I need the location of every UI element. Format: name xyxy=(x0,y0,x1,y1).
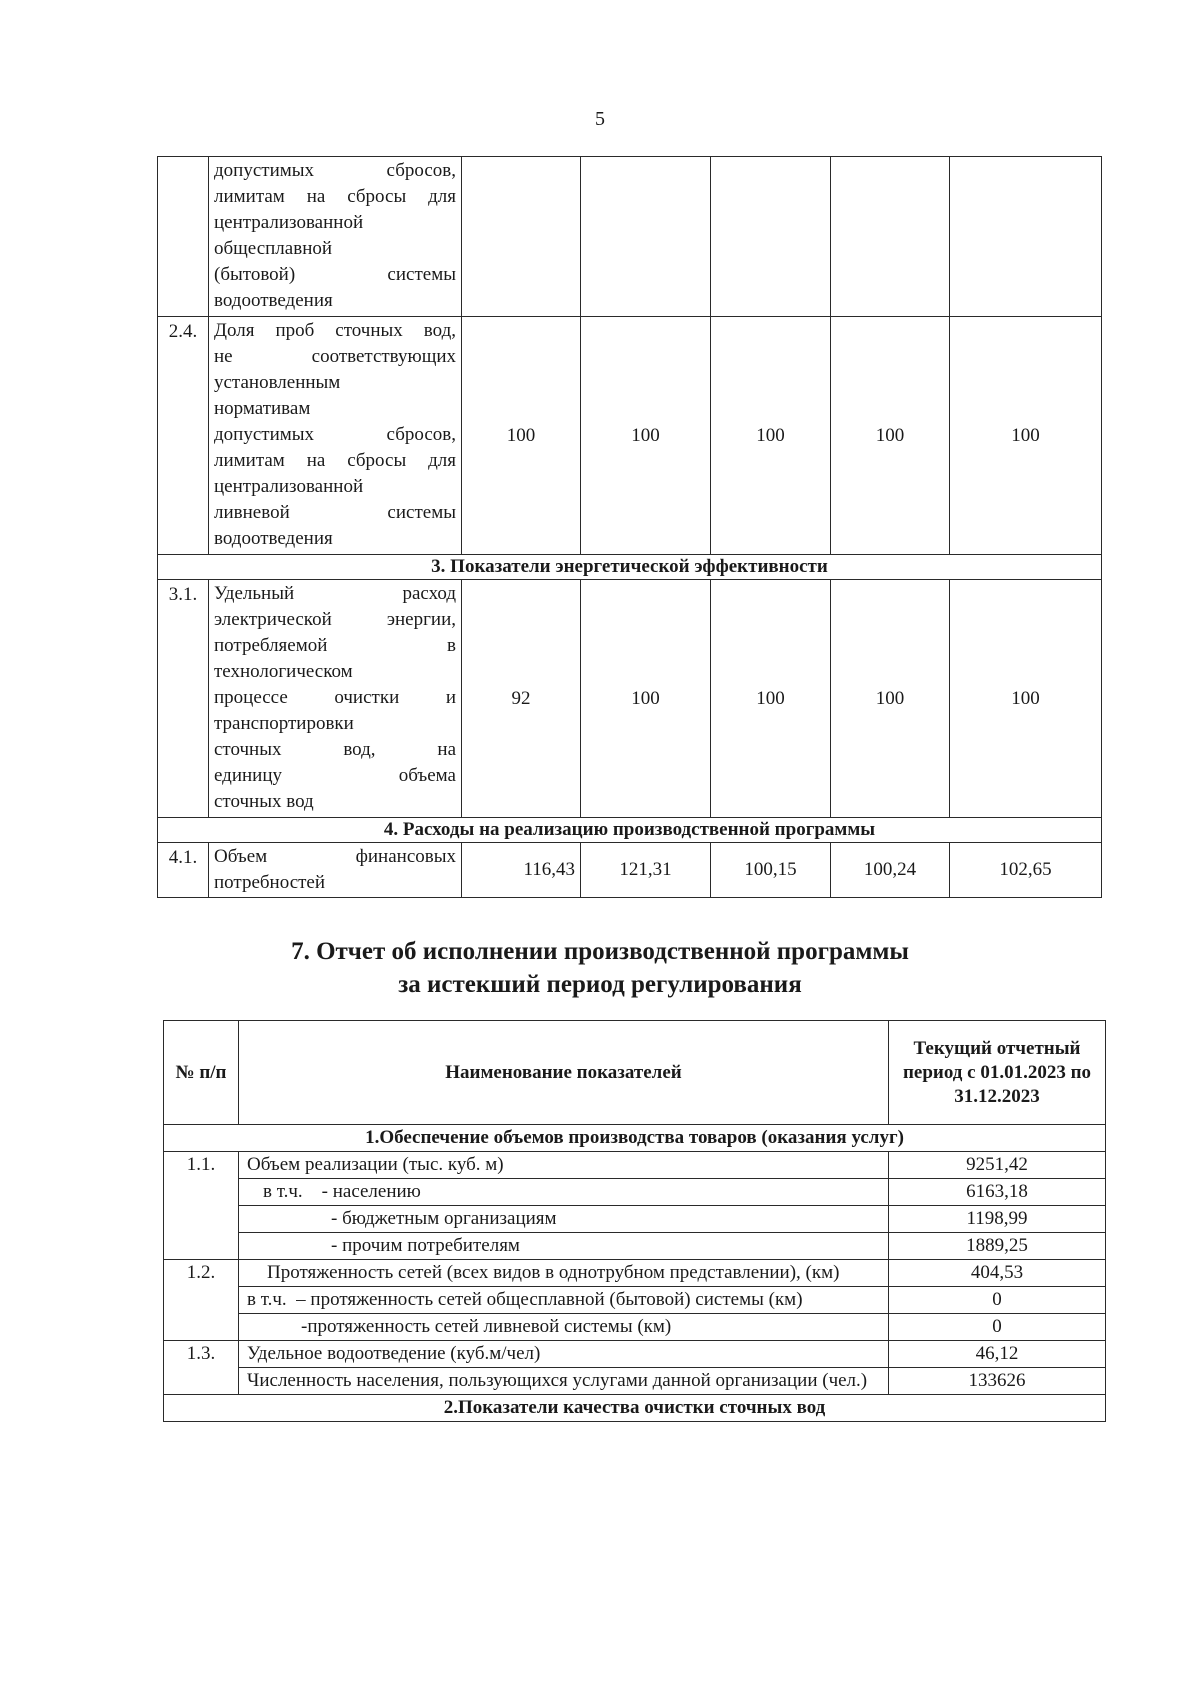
row-number: 1.1. xyxy=(164,1152,239,1260)
table-row xyxy=(164,1233,1106,1260)
indicator-name: в т.ч. – протяженность сетей общесплавной (бытовой) системы (км) xyxy=(239,1287,889,1314)
indicator-name-line: допустимых сбросов, xyxy=(214,424,456,445)
table-row xyxy=(164,1260,1106,1287)
section-row xyxy=(158,555,1102,580)
value-cell: 100 xyxy=(581,317,711,555)
row-number: 1.3. xyxy=(164,1341,239,1395)
indicator-name-line: электрической энергии, xyxy=(214,609,456,630)
value-cell: 133626 xyxy=(889,1368,1106,1395)
indicator-name-line: установленным xyxy=(214,372,341,393)
value-cell xyxy=(462,157,581,317)
indicator-name-line: процессе очистки и xyxy=(214,687,456,708)
indicator-name-line: водоотведения xyxy=(214,290,333,311)
indicator-name-line: сточных вод, на xyxy=(214,739,456,760)
section-title: 3. Показатели энергетической эффективности xyxy=(158,555,1102,580)
value-cell xyxy=(581,157,711,317)
indicator-name: в т.ч. - населению xyxy=(239,1179,889,1206)
value-cell: 100 xyxy=(831,580,950,818)
indicator-name-line: лимитам на сбросы для xyxy=(214,450,456,471)
table-row xyxy=(158,317,1102,555)
value-cell: 121,31 xyxy=(581,843,711,898)
row-number: 4.1. xyxy=(158,843,209,898)
value-cell xyxy=(950,157,1102,317)
value-cell: 100 xyxy=(711,317,831,555)
page-number: 5 xyxy=(595,108,605,130)
indicator-name-line: централизованной xyxy=(214,476,364,497)
table-row xyxy=(164,1152,1106,1179)
indicator-name-line: технологическом xyxy=(214,661,353,682)
value-cell: 100,15 xyxy=(711,843,831,898)
row-number: 3.1. xyxy=(158,580,209,818)
indicator-name: -протяженность сетей ливневой системы (км) xyxy=(239,1314,889,1341)
value-cell: 1889,25 xyxy=(889,1233,1106,1260)
indicator-name-line: Доля проб сточных вод, xyxy=(214,320,456,341)
value-cell: 46,12 xyxy=(889,1341,1106,1368)
indicator-name-line: допустимых сбросов, xyxy=(214,160,456,181)
value-cell: 0 xyxy=(889,1287,1106,1314)
value-cell xyxy=(831,157,950,317)
indicator-name-line: транспортировки xyxy=(214,713,354,734)
indicator-name-line: единицу объема xyxy=(214,765,456,786)
header-name: Наименование показателей xyxy=(239,1021,889,1125)
value-cell: 100 xyxy=(950,580,1102,818)
section-row xyxy=(164,1125,1106,1152)
row-number xyxy=(158,157,209,317)
value-cell: 1198,99 xyxy=(889,1206,1106,1233)
header-num: № п/п xyxy=(164,1021,239,1125)
row-number: 1.2. xyxy=(164,1260,239,1341)
value-cell: 9251,42 xyxy=(889,1152,1106,1179)
value-cell: 404,53 xyxy=(889,1260,1106,1287)
indicator-name-line: общесплавной xyxy=(214,238,333,259)
table-row xyxy=(164,1206,1106,1233)
indicator-name-line: лимитам на сбросы для xyxy=(214,186,456,207)
value-cell: 6163,18 xyxy=(889,1179,1106,1206)
indicator-name: Объем реализации (тыс. куб. м) xyxy=(239,1152,889,1179)
section-row xyxy=(164,1395,1106,1422)
section-title: 2.Показатели качества очистки сточных вод xyxy=(164,1395,1106,1422)
indicator-name-line: Объем финансовых xyxy=(214,846,456,867)
indicator-name: - прочим потребителям xyxy=(239,1233,889,1260)
table-row xyxy=(158,843,1102,898)
indicator-name: Численность населения, пользующихся услугами данной организации (чел.) xyxy=(239,1368,889,1395)
indicator-name-line: ливневой системы xyxy=(214,502,456,523)
value-cell: 100,24 xyxy=(831,843,950,898)
table-row xyxy=(164,1314,1106,1341)
value-cell: 100 xyxy=(711,580,831,818)
section-row xyxy=(158,818,1102,843)
indicator-name-line: нормативам xyxy=(214,398,311,419)
indicator-name-line: потребностей xyxy=(214,872,326,893)
indicators-table xyxy=(157,156,1102,898)
section-title: 4. Расходы на реализацию производственной программы xyxy=(158,818,1102,843)
report-table xyxy=(163,1020,1106,1422)
indicator-name-line: Удельный расход xyxy=(214,583,456,604)
indicator-name: Протяженность сетей (всех видов в однотрубном представлении), (км) xyxy=(239,1260,889,1287)
value-cell: 100 xyxy=(462,317,581,555)
value-cell: 100 xyxy=(831,317,950,555)
indicator-name-line: потребляемой в xyxy=(214,635,456,656)
indicator-name xyxy=(209,317,462,555)
heading-line-2: за истекший период регулирования xyxy=(398,971,802,998)
indicator-name-line: сточных вод xyxy=(214,791,314,812)
indicator-name xyxy=(209,580,462,818)
value-cell: 0 xyxy=(889,1314,1106,1341)
table-row xyxy=(164,1368,1106,1395)
table-row xyxy=(164,1287,1106,1314)
value-cell xyxy=(711,157,831,317)
value-cell: 116,43 xyxy=(462,843,581,898)
table-row xyxy=(158,580,1102,818)
indicator-name xyxy=(209,157,462,317)
indicator-name: Удельное водоотведение (куб.м/чел) xyxy=(239,1341,889,1368)
indicator-name xyxy=(209,843,462,898)
indicator-name-line: централизованной xyxy=(214,212,364,233)
value-cell: 100 xyxy=(950,317,1102,555)
table-row xyxy=(164,1179,1106,1206)
row-number: 2.4. xyxy=(158,317,209,555)
header-period: Текущий отчетный период с 01.01.2023 по 31.12.2023 xyxy=(889,1021,1106,1125)
indicator-name: - бюджетным организациям xyxy=(239,1206,889,1233)
value-cell: 102,65 xyxy=(950,843,1102,898)
value-cell: 100 xyxy=(581,580,711,818)
heading-line-1: 7. Отчет об исполнении производственной программы xyxy=(291,938,909,965)
section-heading xyxy=(0,935,1200,1001)
header-row xyxy=(164,1021,1106,1125)
section-title: 1.Обеспечение объемов производства товаров (оказания услуг) xyxy=(164,1125,1106,1152)
indicator-name-line: (бытовой) системы xyxy=(214,264,456,285)
table-row xyxy=(164,1341,1106,1368)
table-row xyxy=(158,157,1102,317)
indicator-name-line: не соответствующих xyxy=(214,346,456,367)
value-cell: 92 xyxy=(462,580,581,818)
indicator-name-line: водоотведения xyxy=(214,528,333,549)
